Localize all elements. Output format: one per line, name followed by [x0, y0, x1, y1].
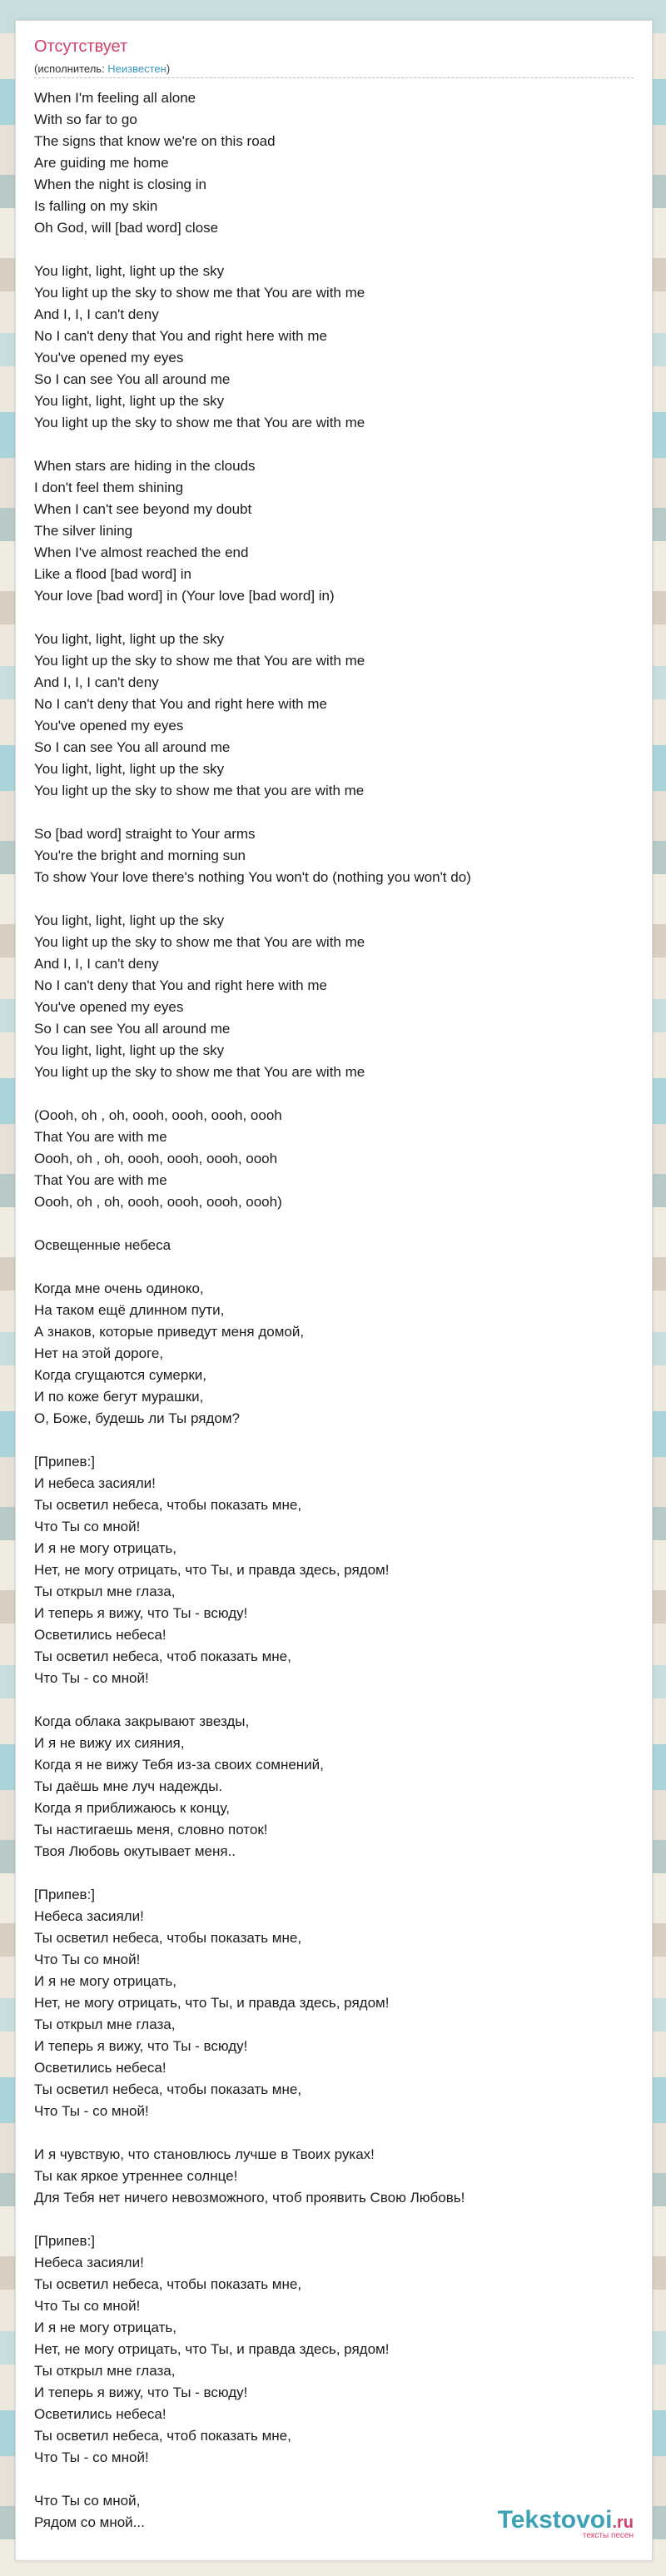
logo-wordmark: Tekstovoi — [497, 2506, 613, 2534]
artist-link[interactable]: Неизвестен — [107, 62, 166, 75]
artist-prefix: (исполнитель: — [34, 62, 108, 75]
lyrics-card — [15, 20, 653, 2561]
site-logo[interactable] — [498, 2506, 634, 2540]
logo-tagline: тексты песен — [582, 2531, 634, 2540]
song-title: Отсутствует — [34, 37, 128, 56]
lyrics-text: When I'm feeling all alone With so far to go The signs that know we're on this road Are guiding me home When the night is closing in Is falling on my skin Oh God, will [bad word] close You light, light, light up the sky You light up the sky to show me that You are with me And I, I, I can't deny No I can't deny that You and right here with me You've opened my eyes So I can see You all around me You light, light, light up the sky You light up the sky to show me that You are with me When stars are hiding in the clouds I don't feel them shining When I can't see beyond my doubt The silver lining When I've almost reached the end Like a flood [bad word] in Your love [bad word] in (Your love [bad word] in) You light, light, light up the sky You light up the sky to show me that You are with me And I, I, I can't deny No I can't deny that You and right here with me You've opened my eyes So I can see You all around me You light, light, light up the sky You light up the sky to show me that you are with me So [bad word] straight to Your arms You're the bright and morning sun To show Your love there's nothing You won't do (nothing you won't do) You light, light, light up the sky You light up the sky to show me that You are with me And I, I, I can't deny No I can't deny that You and right here with me You've opened my eyes So I can see You all around me You light, light, light up the sky You light up the sky to show me that You are with me (Oooh, oh , oh, oooh, oooh, oooh, oooh That You are with me Oooh, oh , oh, oooh, oooh, oooh, oooh That You are with me Oooh, oh , oh, oooh, oooh, oooh, oooh) Освещенные небеса Когда мне очень одиноко, На таком ещё длинном пути, А знаков, которые приведут меня домой, Нет на этой дороге, Когда сгущаются сумерки, И по коже бегут мурашки, О, Боже, будешь ли Ты рядом? [Припев:] И небеса засияли! Ты осветил небеса, чтобы показать мне, Что Ты со мной! И я не могу отрицать, Нет, не могу отрицать, что Ты, и правда здесь, рядом! Ты открыл мне глаза, И теперь я вижу, что Ты - всюду! Осветились небеса! Ты осветил небеса, чтоб показать мне, Что Ты - со мной! Когда облака закрывают звезды, И я не вижу их сияния, Когда я не вижу Тебя из-за своих сомнений, Ты даёшь мне луч надежды. Когда я приближаюсь к концу, Ты настигаешь меня, словно поток! Твоя Любовь окутывает меня.. [Припев:] Небеса засияли! Ты осветил небеса, чтобы показать мне, Что Ты со мной! И я не могу отрицать, Нет, не могу отрицать, что Ты, и правда здесь, рядом! Ты открыл мне глаза, И теперь я вижу, что Ты - всюду! Осветились небеса! Ты осветил небеса, чтобы показать мне, Что Ты - со мной! И я чувствую, что становлюсь лучше в Твоих руках! Ты как яркое утреннее солнце! Для Тебя нет ничего невозможного, чтоб проявить Свою Любовь! [Припев:] Небеса засияли! Ты осветил небеса, чтобы показать мне, Что Ты со мной! И я не могу отрицать, Нет, не могу отрицать, что Ты, и правда здесь, рядом! Ты открыл мне глаза, И теперь я вижу, что Ты - всюду! Осветились небеса! Ты осветил небеса, чтоб показать мне, Что Ты - со мной! Что Ты со мной, Рядом со мной... — [34, 90, 471, 2530]
artist-suffix: ) — [166, 62, 171, 75]
logo-tld: .ru — [612, 2514, 634, 2532]
artist-line — [34, 62, 170, 75]
title-divider — [34, 77, 634, 78]
